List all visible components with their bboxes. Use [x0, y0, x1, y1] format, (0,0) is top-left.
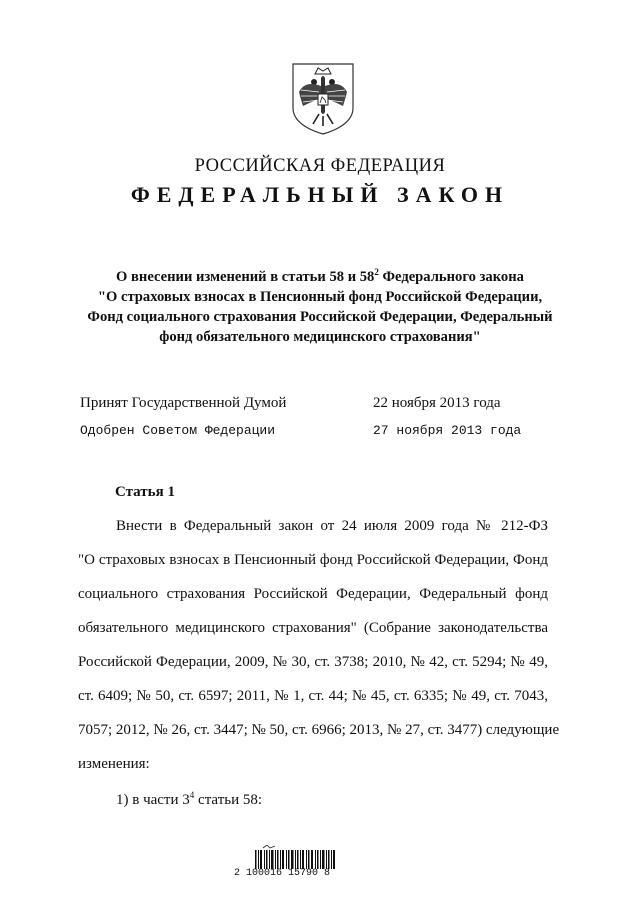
barcode-number: 2 100016 15790 8 — [234, 868, 331, 879]
law-title-line-2: "О страховых взносах в Пенсионный фонд Российской Федерации, — [97, 289, 543, 305]
council-approval-label: Одобрен Советом Федерации — [80, 423, 276, 438]
amendment-item: 1) в части $3^4$ статьи 58: — [116, 790, 263, 808]
country-name: РОССИЙСКАЯ ФЕДЕРАЦИЯ — [194, 156, 446, 176]
article-text-line: социального страхования Российской Федерации, Федеральный фонд — [78, 586, 548, 602]
article-text-line: 7057; 2012, № 26, ст. 3447; № 50, ст. 6966; 2013, № 27, ст. 3477) следующие — [78, 722, 560, 738]
law-title-line-3: Фонд социального страхования Российской Федерации, Федеральный — [87, 309, 553, 325]
duma-adoption-date: 22 ноября 2013 года — [373, 395, 501, 411]
duma-adoption-label: Принят Государственной Думой — [80, 395, 287, 411]
law-title-line-1: О внесении изменений в статьи 58 и $58^2$ Федерального закона — [116, 267, 524, 285]
document-type: ФЕДЕРАЛЬНЫЙ ЗАКОН — [130, 182, 510, 207]
article-text-line: ст. 6409; № 50, ст. 6597; 2011, № 1, ст. 44; № 45, ст. 6335; № 49, ст. 7043, — [78, 688, 548, 704]
article-text-line: "О страховых взносах в Пенсионный фонд Российской Федерации, Фонд — [78, 552, 548, 568]
article-text-line: Внести в Федеральный закон от 24 июля 2009 года № 212-ФЗ — [116, 518, 548, 534]
council-approval-date: 27 ноября 2013 года — [373, 423, 522, 438]
coat-of-arms-emblem — [291, 62, 355, 136]
article-text-line: изменения: — [78, 756, 150, 772]
article-heading: Статья 1 — [115, 484, 175, 500]
barcode — [255, 845, 337, 869]
article-text-line: обязательного медицинского страхования" (Собрание законодательства — [78, 620, 548, 636]
article-text-line: Российской Федерации, 2009, № 30, ст. 3738; 2010, № 42, ст. 5294; № 49, — [78, 654, 548, 670]
law-title-line-4: фонд обязательного медицинского страхования" — [159, 329, 481, 345]
